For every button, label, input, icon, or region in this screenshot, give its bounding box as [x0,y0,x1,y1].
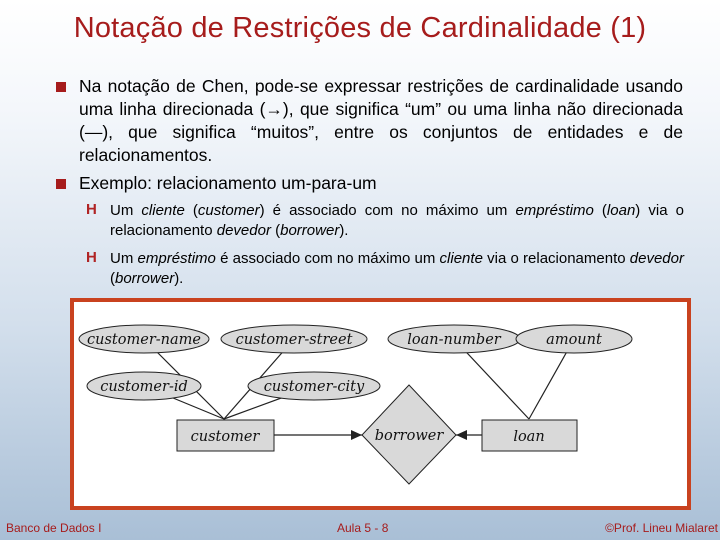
sub-bullet-segment: ) via o relacionamento [110,202,684,239]
footer-right: ©Prof. Lineu Mialaret [605,521,718,535]
sub-bullet-text-2 [110,249,684,289]
sub-bullet-segment: via o relacionamento [482,250,630,267]
sub-bullet-segment: empréstimo [515,202,594,219]
sub-bullet-segment: ) é associado com no máximo um [259,202,516,219]
sub-bullet-segment: customer [197,202,260,219]
bullet-text-1: Na notação de Chen, pode-se expressar restrições de cardinalidade usando uma linha direcionada (→), que significa “um” ou uma linha não direcionada (—), que significa “muitos”, entre os conjuntos de entidades e de relacionamentos. [79,76,683,165]
arrowhead-to-borrower-left [351,430,362,440]
bullet-square-icon [56,179,66,189]
sub-bullet-segment: borrower [280,222,340,239]
sub-bullet-segment: ( [184,202,198,219]
attribute-label-loan-number: loan-number [407,332,501,348]
sub-bullet-segment: borrower [115,270,175,287]
sub-bullet-segment: ( [593,202,607,219]
bullet-square-icon [56,82,66,92]
attribute-label-customer-city: customer-city [263,379,365,395]
sub-bullet-segment: é associado com no máximo um [215,250,440,267]
er-diagram [70,298,691,510]
sub-bullet-segment: ). [174,270,184,287]
sub-bullet-segment: cliente [141,202,185,219]
attribute-label-customer-street: customer-street [235,332,353,348]
entity-loan-label: loan [513,429,545,445]
sub-bullet-segment: ( [110,270,115,287]
attribute-label-amount: amount [546,332,602,348]
sub-bullet-icon: H [86,249,97,266]
sub-bullet-segment: loan [606,202,636,219]
sub-bullet-text-1 [110,201,684,241]
sub-bullet-segment: empréstimo [137,250,216,267]
sub-bullet-segment: cliente [439,250,483,267]
sub-bullet-segment: devedor [216,222,271,239]
sub-bullet-segment: Um [110,202,142,219]
attribute-label-customer-id: customer-id [100,379,188,395]
sub-bullet-icon: H [86,201,97,218]
slide-title: Notação de Restrições de Cardinalidade (1) [73,12,647,44]
arrowhead-to-borrower-right [456,430,467,440]
er-diagram-svg [74,302,687,506]
sub-bullet-segment: ( [270,222,281,239]
sub-bullet-segment: ). [339,222,349,239]
entity-customer-label: customer [190,429,260,445]
footer-center: Aula 5 - 8 [337,521,389,535]
footer-left: Banco de Dados I [6,521,102,535]
attribute-label-customer-name: customer-name [87,332,201,348]
bullet-text-2: Exemplo: relacionamento um-para-um [79,173,377,193]
relationship-label: borrower [374,428,444,444]
sub-bullet-segment: devedor [629,250,684,267]
sub-bullet-segment: Um [110,250,138,267]
